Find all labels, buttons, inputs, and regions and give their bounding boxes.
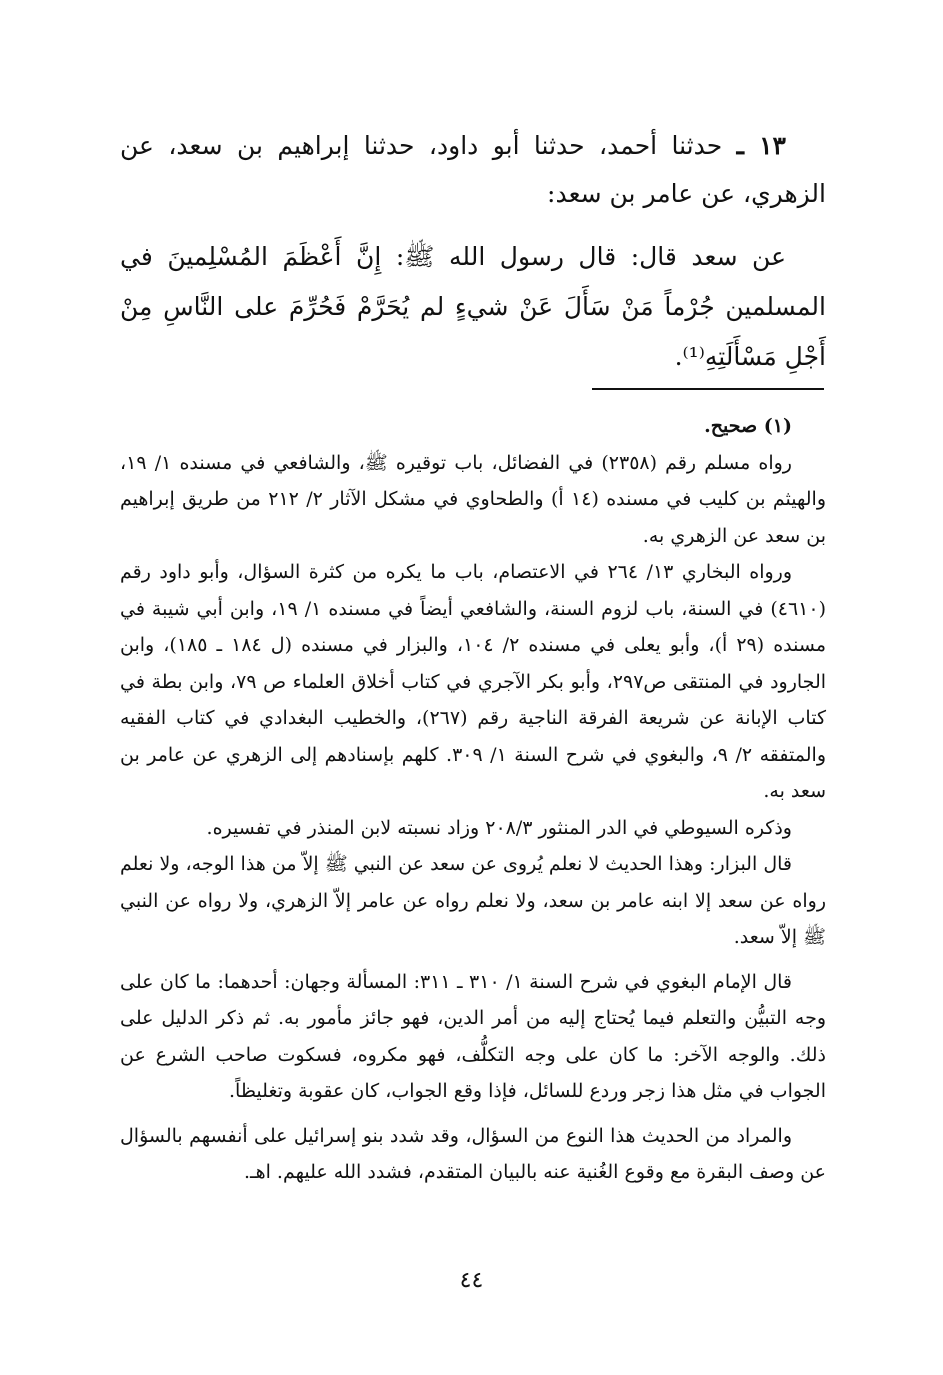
footnote-divider <box>592 388 824 390</box>
footnote-paragraph: ورواه البخاري ١٣/ ٢٦٤ في الاعتصام، باب ما يكره من كثرة السؤال، وأبو داود رقم (٤٦١٠) في السنة، باب لزوم السنة، والشافعي أيضاً في مسنده ١/ ١٩، وابن أبي شيبة في مسنده (٢٩ أ)، وأبو يعلى في مسنده ٢/ ١٠٤، والبزار في مسنده (ل ١٨٤ ـ ١٨٥)، وابن الجارود في المنتقى ص٢٩٧، وأبو بكر الآجري في كتاب أخلاق العلماء ص ٧٩، وابن بطة في كتاب الإبانة عن شريعة الفرقة الناجية رقم (٢٦٧)، والخطيب البغدادي في كتاب الفقيه والمتفقه ٢/ ٩، والبغوي في شرح السنة ١/ ٣٠٩. كلهم بإسنادهم إلى الزهري عن عامر بن سعد به. <box>120 561 827 802</box>
footnotes <box>120 408 826 1191</box>
hadith-number: ١٣ ـ <box>736 131 786 160</box>
isnad-text: حدثنا أحمد، حدثنا أبو داود، حدثنا إبراهيم بن سعد، عن الزهري، عن عامر بن سعد: <box>120 131 826 208</box>
matn-paragraph: عن سعد قال: قال رسول الله ﷺ: إِنَّ أَعْظَمَ المُسْلِمينَ في المسلمين جُرْماً مَنْ سَأَلَ عَنْ شيءٍ لم يُحَرَّمْ فَحُرِّمَ على النَّاسِ مِنْ أَجْلِ مَسْأَلَتِهِ⁽¹⁾. <box>120 242 826 371</box>
footnote-heading: (١) صحيح. <box>704 415 792 437</box>
footnote-paragraph: رواه مسلم رقم (٢٣٥٨) في الفضائل، باب توقيره ﷺ، والشافعي في مسنده ١/ ١٩، والهيثم بن كليب في مسنده (١٤ أ) والطحاوي في مشكل الآثار ٢/ ٢١٢ من طريق إبراهيم بن سعد عن الزهري به. <box>120 451 827 547</box>
footnote-paragraph: والمراد من الحديث هذا النوع من السؤال، وقد شدد بنو إسرائيل على أنفسهم بالسؤال عن وصف البقرة مع وقوع الغُنية عنه بالبيان المتقدم، فشدد الله عليهم. اهـ. <box>120 1124 826 1183</box>
footnote-paragraph: قال الإمام البغوي في شرح السنة ١/ ٣١٠ ـ ٣١١: المسألة وجهان: أحدهما: ما كان على وجه التبيُّن والتعلم فيما يُحتاج إليه من أمر الدين، فهو جائز مأمور به. ثم ذكر الدليل على ذلك. والوجه الآخر: ما كان على وجه التكلُّف، فهو مكروه، فسكوت صاحب الشرع عن الجواب في مثل هذا زجر وردع للسائل، فإذا وقع الجواب، كان عقوبة وتغليظاً. <box>120 970 826 1102</box>
hadith-block <box>120 122 826 382</box>
footnote-paragraph: قال البزار: وهذا الحديث لا نعلم يُروى عن سعد عن النبي ﷺ إلاّ من هذا الوجه، ولا نعلم رواه عن سعد إلا ابنه عامر بن سعد، ولا نعلم رواه عن عامر إلاّ الزهري، ولا رواه عن النبي ﷺ إلاّ سعد. <box>120 853 826 948</box>
page-number: ٤٤ <box>459 1268 484 1293</box>
isnad-paragraph <box>120 122 826 218</box>
footnote-paragraph: وذكره السيوطي في الدر المنثور ٢٠٨/٣ وزاد نسبته لابن المنذر في تفسيره. <box>206 816 792 839</box>
